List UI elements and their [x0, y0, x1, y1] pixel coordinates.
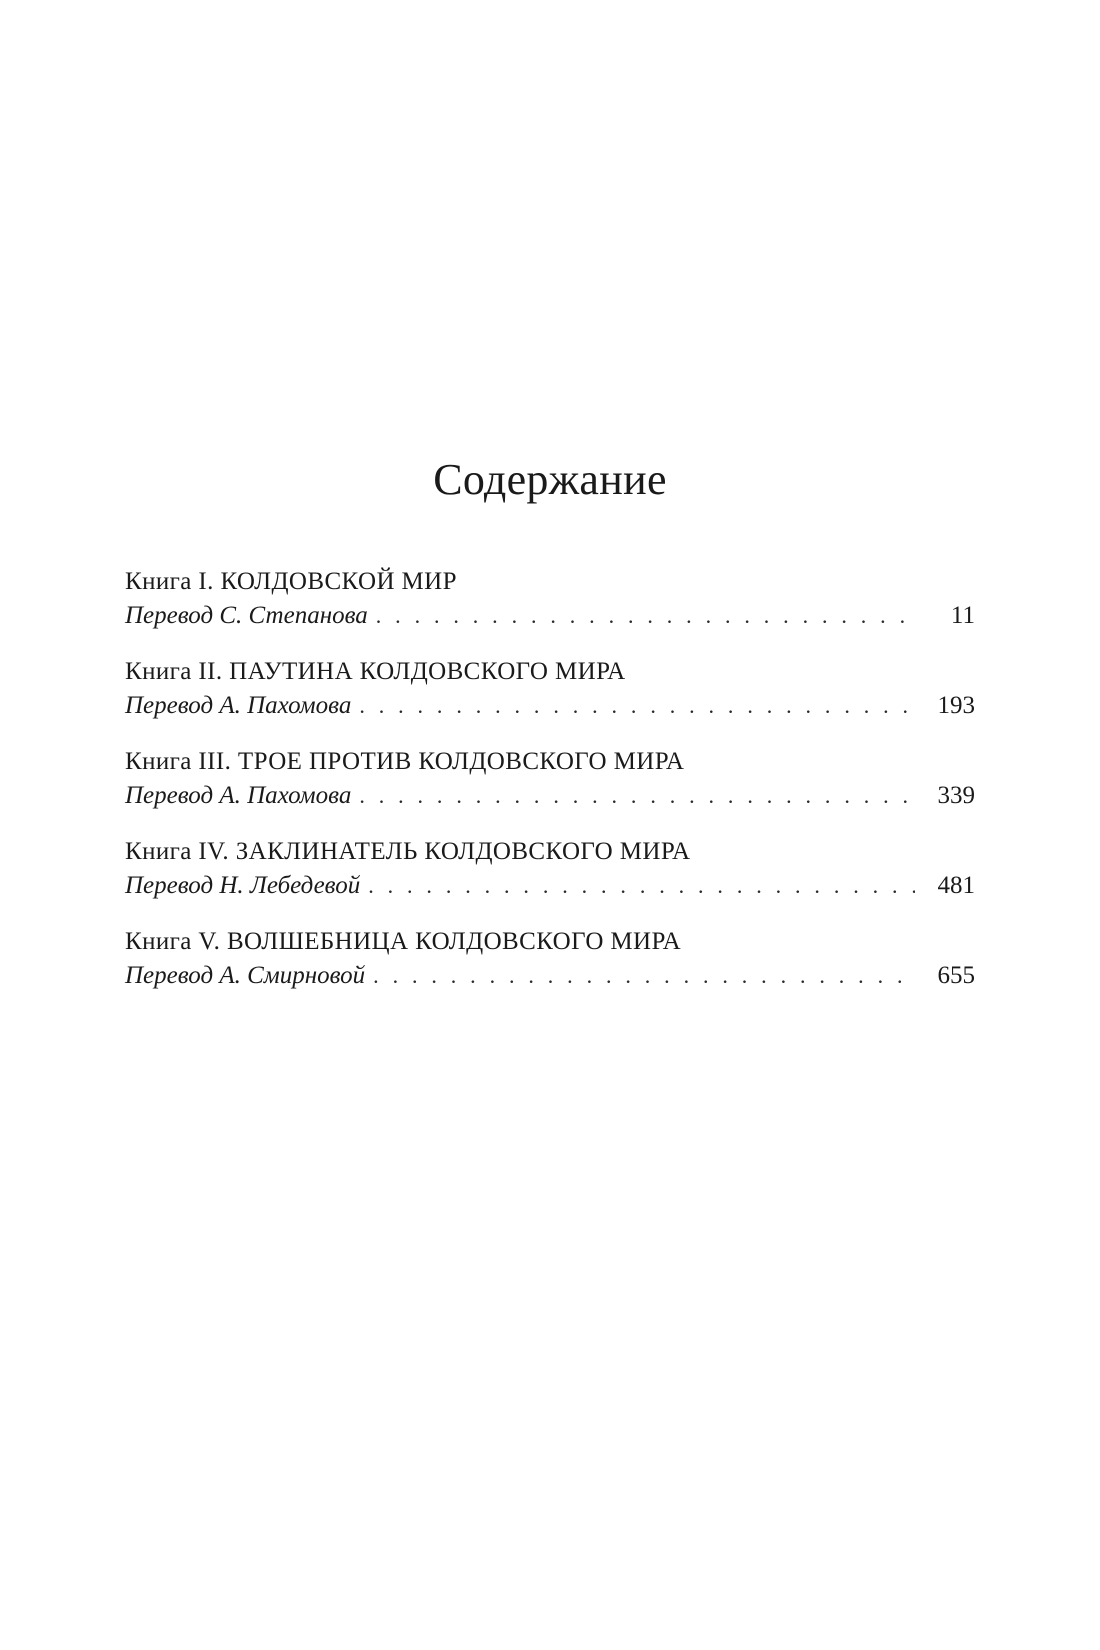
- translator-credit: Перевод А. Смирновой: [125, 962, 366, 989]
- page-number: 11: [950, 602, 975, 629]
- translator-credit: Перевод А. Пахомова: [125, 692, 352, 719]
- toc-entry-book-2: [125, 655, 975, 723]
- book-title: Книга III. ТРОЕ ПРОТИВ КОЛДОВСКОГО МИРА: [125, 748, 685, 775]
- page-number: 655: [937, 962, 975, 989]
- translator-line: [125, 959, 975, 993]
- page-number: 481: [937, 872, 975, 899]
- translator-line: [125, 779, 975, 813]
- book-title: Книга IV. ЗАКЛИНАТЕЛЬ КОЛДОВСКОГО МИРА: [125, 838, 691, 865]
- translator-credit: Перевод А. Пахомова: [125, 782, 352, 809]
- page-number: 339: [937, 782, 975, 809]
- book-title: Книга V. ВОЛШЕБНИЦА КОЛДОВСКОГО МИРА: [125, 928, 682, 955]
- dot-leader: [359, 779, 915, 813]
- translator-credit: Перевод С. Степанова: [125, 602, 368, 629]
- page-title: Содержание: [433, 455, 667, 504]
- translator-line: [125, 689, 975, 723]
- dot-leader: [368, 869, 915, 903]
- book-title: Книга II. ПАУТИНА КОЛДОВСКОГО МИРА: [125, 658, 626, 685]
- translator-line: [125, 869, 975, 903]
- dot-leader: [359, 689, 915, 723]
- toc-entry-book-5: [125, 925, 975, 993]
- table-of-contents: [125, 565, 975, 1015]
- page-number: 193: [937, 692, 975, 719]
- toc-entry-book-3: [125, 745, 975, 813]
- dot-leader: [376, 599, 915, 633]
- dot-leader: [373, 959, 915, 993]
- book-title: Книга I. КОЛДОВСКОЙ МИР: [125, 568, 457, 595]
- translator-line: [125, 599, 975, 633]
- translator-credit: Перевод Н. Лебедевой: [125, 872, 361, 899]
- toc-entry-book-1: [125, 565, 975, 633]
- toc-entry-book-4: [125, 835, 975, 903]
